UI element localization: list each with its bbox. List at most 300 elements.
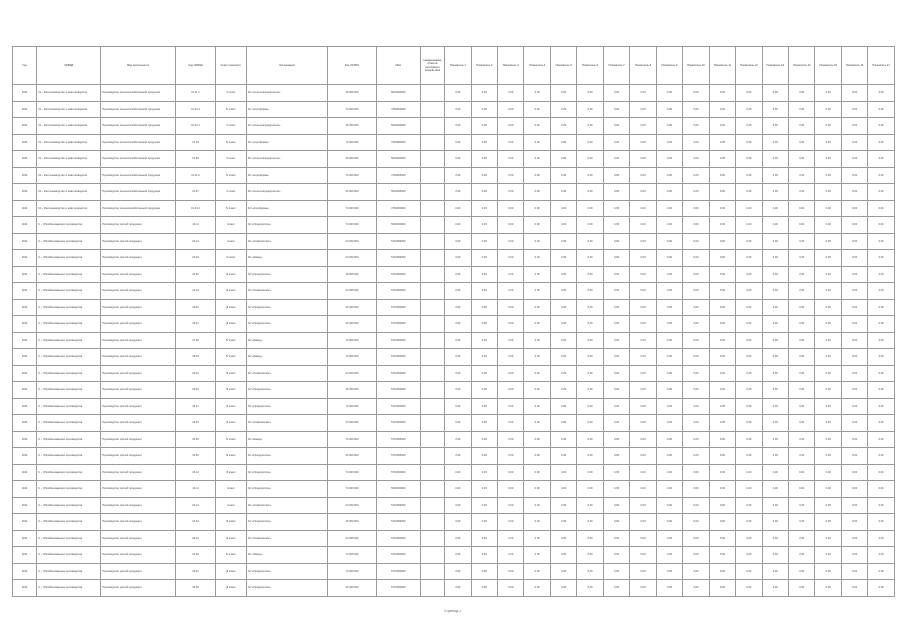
table-cell: 0,00	[577, 547, 603, 564]
table-cell: 0,00	[603, 217, 629, 234]
table-row	[13, 283, 895, 300]
table-cell: 29.10	[176, 365, 216, 382]
table-cell: IV класс	[215, 101, 246, 118]
table-cell: 0,00	[868, 134, 894, 151]
table-cell: 0,00	[736, 283, 762, 300]
table-cell: 0,00	[630, 200, 656, 217]
table-cell: 0,00	[815, 398, 841, 415]
table-cell: 0,00	[709, 481, 735, 498]
table-header	[13, 47, 895, 85]
table-cell: 0,00	[656, 299, 682, 316]
table-cell: 0,00	[471, 151, 497, 168]
table-cell: 5032000000	[376, 151, 420, 168]
table-cell: 0,00	[762, 415, 788, 432]
table-cell: 0,00	[683, 514, 709, 531]
table-cell: 0,00	[683, 217, 709, 234]
table-cell: 01 – Растениеводство и животноводство	[37, 85, 101, 102]
table-cell: 01.11.1	[176, 85, 216, 102]
table-row	[13, 151, 895, 168]
table-cell: 0,00	[445, 151, 471, 168]
table-cell: 0,00	[709, 101, 735, 118]
table-cell: 0,00	[498, 134, 524, 151]
table-cell: 2011	[13, 85, 37, 102]
table-cell: 5710000000	[376, 299, 420, 316]
table-cell: С – Обрабатывающие производства	[37, 563, 101, 580]
table-cell: Производство сельскохозяйственной продукции	[101, 118, 176, 135]
table-cell: 0,00	[841, 398, 867, 415]
table-cell: 0,00	[789, 580, 815, 597]
table-cell: 0,00	[762, 200, 788, 217]
table-cell: I класс	[215, 481, 246, 498]
table-cell: 10.11	[176, 481, 216, 498]
table-cell	[420, 431, 444, 448]
table-cell: 0,00	[471, 101, 497, 118]
table-cell: 0,00	[683, 151, 709, 168]
table-cell: 0,00	[683, 266, 709, 283]
table-cell: 0,00	[868, 563, 894, 580]
table-cell: 0,00	[789, 398, 815, 415]
table-cell: 0,00	[815, 283, 841, 300]
table-cell: 74 000 000	[328, 547, 377, 564]
table-cell: С – Обрабатывающие производства	[37, 431, 101, 448]
table-cell	[420, 382, 444, 399]
table-cell: 0,00	[789, 332, 815, 349]
table-cell: 46 000 000	[328, 266, 377, 283]
table-cell: 2011	[13, 283, 37, 300]
table-cell: 0,00	[868, 365, 894, 382]
table-cell: 0,00	[656, 118, 682, 135]
table-cell: 0,00	[577, 316, 603, 333]
table-row	[13, 233, 895, 250]
table-cell: 46 000 000	[328, 151, 377, 168]
table-cell: 0,00	[630, 118, 656, 135]
table-cell: 0,00	[603, 200, 629, 217]
table-cell: 0,00	[868, 250, 894, 267]
table-cell: 0,00	[603, 266, 629, 283]
table-cell: Производство прочей продукции	[101, 448, 176, 465]
table-cell: 01.50	[176, 151, 216, 168]
column-header: Показатель 14	[789, 47, 815, 85]
column-header: ОКВЭД	[37, 47, 101, 85]
table-cell: 0,00	[736, 250, 762, 267]
table-cell: АО «Предприятие»	[246, 580, 328, 597]
table-cell: 0,00	[445, 167, 471, 184]
table-cell	[420, 250, 444, 267]
table-cell: 0,00	[789, 431, 815, 448]
table-cell: 0,00	[815, 349, 841, 366]
table-cell: 0,00	[762, 101, 788, 118]
table-cell: 0,00	[841, 134, 867, 151]
table-cell: 0,00	[603, 134, 629, 151]
table-cell: 0,00	[550, 547, 576, 564]
table-cell: IV класс	[215, 200, 246, 217]
table-cell: 0,00	[498, 299, 524, 316]
table-row	[13, 101, 895, 118]
table-cell: 0,00	[762, 530, 788, 547]
table-cell: 0,00	[815, 250, 841, 267]
table-cell: 0,00	[445, 547, 471, 564]
table-cell: 0,00	[550, 266, 576, 283]
table-cell: 2011	[13, 134, 37, 151]
table-cell: 0,00	[789, 448, 815, 465]
table-cell: 0,00	[709, 85, 735, 102]
table-cell: 74 000 000	[328, 200, 377, 217]
table-cell: АО «Сельхозпредприятие»	[246, 118, 328, 135]
table-cell	[420, 415, 444, 432]
table-cell: 0,00	[471, 563, 497, 580]
table-cell: 0,00	[471, 382, 497, 399]
table-cell: III класс	[215, 514, 246, 531]
table-cell: 0,00	[445, 365, 471, 382]
table-cell: 5710000000	[376, 266, 420, 283]
table-row	[13, 118, 895, 135]
table-cell: 46 000 000	[328, 316, 377, 333]
table-cell: 0,00	[762, 332, 788, 349]
table-cell: 5710000000	[376, 563, 420, 580]
column-header: Показатель 15	[815, 47, 841, 85]
table-cell: 0,00	[762, 167, 788, 184]
table-cell: 0,00	[656, 448, 682, 465]
table-row	[13, 316, 895, 333]
table-cell: 0,00	[683, 200, 709, 217]
table-cell: 0,00	[841, 530, 867, 547]
table-cell	[420, 365, 444, 382]
table-cell: 0,00	[524, 184, 550, 201]
table-cell: Производство прочей продукции	[101, 250, 176, 267]
table-row	[13, 349, 895, 366]
table-cell: I класс	[215, 233, 246, 250]
table-cell: 0,00	[736, 316, 762, 333]
table-cell: 0,00	[709, 530, 735, 547]
table-cell: 5710000000	[376, 580, 420, 597]
table-cell: 0,00	[577, 431, 603, 448]
table-cell: 2011	[13, 118, 37, 135]
table-cell: 0,00	[868, 184, 894, 201]
table-cell: 0,00	[630, 184, 656, 201]
table-cell: 2011	[13, 184, 37, 201]
table-cell: 0,00	[445, 398, 471, 415]
table-cell: 0,00	[630, 365, 656, 382]
table-cell: 0,00	[577, 464, 603, 481]
table-cell: 74 000 000	[328, 217, 377, 234]
table-cell: 0,00	[841, 365, 867, 382]
table-cell: 0,00	[656, 563, 682, 580]
column-header: Показатель 6	[577, 47, 603, 85]
table-cell: 2011	[13, 431, 37, 448]
table-cell: 0,00	[524, 349, 550, 366]
table-cell: 46 000 000	[328, 118, 377, 135]
table-cell: С – Обрабатывающие производства	[37, 217, 101, 234]
column-header: Класс опасности	[215, 47, 246, 85]
table-cell: С – Обрабатывающие производства	[37, 332, 101, 349]
table-cell: 0,00	[762, 448, 788, 465]
table-cell: 0,00	[524, 415, 550, 432]
table-cell: 0,00	[815, 514, 841, 531]
table-cell: 24 000 000	[328, 530, 377, 547]
table-cell: 7453000000	[376, 101, 420, 118]
table-cell: 0,00	[445, 250, 471, 267]
table-cell: 0,00	[736, 118, 762, 135]
table-cell: 0,00	[789, 530, 815, 547]
table-cell: Производство сельскохозяйственной продукции	[101, 151, 176, 168]
column-header: Показатель 8	[630, 47, 656, 85]
table-cell: 0,00	[498, 316, 524, 333]
table-cell	[420, 448, 444, 465]
table-cell: 0,00	[550, 580, 576, 597]
table-cell: АО «Предприятие»	[246, 563, 328, 580]
table-cell: 5710000000	[376, 316, 420, 333]
table-cell: 0,00	[630, 382, 656, 399]
table-cell: 0,00	[577, 365, 603, 382]
table-cell: 0,00	[445, 448, 471, 465]
table-cell: 0,00	[603, 547, 629, 564]
table-cell: 74 000 000	[328, 349, 377, 366]
table-cell: 0,00	[603, 497, 629, 514]
table-cell: 0,00	[445, 481, 471, 498]
table-cell: II класс	[215, 250, 246, 267]
page-footer: Страница 1	[443, 609, 462, 613]
table-cell: 0,00	[577, 283, 603, 300]
table-cell: 0,00	[762, 382, 788, 399]
table-cell: 0,00	[868, 547, 894, 564]
table-cell: 0,00	[736, 398, 762, 415]
table-cell: 0,00	[524, 200, 550, 217]
table-cell: АО «Агрофирма»	[246, 167, 328, 184]
table-cell: 0,00	[524, 299, 550, 316]
document-sheet	[12, 46, 894, 597]
table-cell: 0,00	[815, 530, 841, 547]
table-cell: I класс	[215, 217, 246, 234]
table-cell: I класс	[215, 497, 246, 514]
table-cell: 74 000 000	[328, 431, 377, 448]
table-cell: 0,00	[736, 382, 762, 399]
column-header: Показатель 17	[868, 47, 894, 85]
table-row	[13, 134, 895, 151]
table-cell: С – Обрабатывающие производства	[37, 316, 101, 333]
table-cell: 0,00	[630, 101, 656, 118]
table-cell: 0,00	[603, 349, 629, 366]
table-cell: Производство сельскохозяйственной продукции	[101, 134, 176, 151]
table-cell: IV класс	[215, 167, 246, 184]
table-cell: 0,00	[471, 184, 497, 201]
table-cell: 0,00	[445, 134, 471, 151]
table-cell: III класс	[215, 464, 246, 481]
table-cell: 0,00	[524, 398, 550, 415]
table-cell: 0,00	[762, 365, 788, 382]
table-cell	[420, 283, 444, 300]
table-cell: Производство прочей продукции	[101, 415, 176, 432]
table-cell: 0,00	[815, 365, 841, 382]
table-cell: 0,00	[471, 431, 497, 448]
table-cell: 2011	[13, 299, 37, 316]
table-cell: 0,00	[709, 118, 735, 135]
table-cell: 0,00	[524, 167, 550, 184]
table-cell: 0,00	[656, 184, 682, 201]
table-cell: АО «Химкомплекс»	[246, 530, 328, 547]
header-row	[13, 47, 895, 85]
table-cell: С – Обрабатывающие производства	[37, 530, 101, 547]
table-cell: С – Обрабатывающие производства	[37, 299, 101, 316]
table-cell: 0,00	[683, 365, 709, 382]
table-cell: 0,00	[471, 497, 497, 514]
table-cell: 5710000000	[376, 415, 420, 432]
table-cell: 30.20	[176, 415, 216, 432]
column-header: Показатель 16	[841, 47, 867, 85]
table-cell: АО «Предприятие»	[246, 481, 328, 498]
table-cell: 0,00	[550, 134, 576, 151]
table-cell: 0,00	[841, 118, 867, 135]
table-cell: 0,00	[550, 250, 576, 267]
table-cell	[420, 134, 444, 151]
table-cell: 0,00	[524, 448, 550, 465]
table-cell: 0,00	[789, 266, 815, 283]
table-cell: 0,00	[498, 118, 524, 135]
table-cell: 0,00	[630, 349, 656, 366]
column-header: ИНН	[376, 47, 420, 85]
table-cell: 01 – Растениеводство и животноводство	[37, 118, 101, 135]
table-cell: 0,00	[709, 316, 735, 333]
table-cell: 0,00	[736, 448, 762, 465]
table-cell: 0,00	[498, 349, 524, 366]
table-cell: 0,00	[762, 563, 788, 580]
table-cell: 2011	[13, 530, 37, 547]
table-cell: 0,00	[789, 481, 815, 498]
table-cell: 0,00	[445, 283, 471, 300]
table-cell: 0,00	[471, 349, 497, 366]
table-cell: 25.11	[176, 316, 216, 333]
table-cell: 0,00	[577, 563, 603, 580]
table-cell: 0,00	[445, 233, 471, 250]
table-cell: 0,00	[656, 464, 682, 481]
table-cell: 0,00	[683, 481, 709, 498]
table-cell: 0,00	[736, 184, 762, 201]
table-cell: 0,00	[789, 283, 815, 300]
table-cell: 0,00	[868, 448, 894, 465]
table-cell: 0,00	[789, 514, 815, 531]
table-cell: 2011	[13, 448, 37, 465]
table-cell	[420, 167, 444, 184]
table-row	[13, 464, 895, 481]
table-cell: 0,00	[736, 497, 762, 514]
table-cell: 74 000 000	[328, 167, 377, 184]
table-cell: 5710000000	[376, 250, 420, 267]
table-cell: 0,00	[445, 514, 471, 531]
table-cell: 24 000 000	[328, 233, 377, 250]
table-cell	[420, 514, 444, 531]
table-cell: 0,00	[471, 250, 497, 267]
table-cell: 0,00	[471, 134, 497, 151]
table-cell: 0,00	[603, 151, 629, 168]
table-cell: 0,00	[709, 514, 735, 531]
table-cell: 0,00	[815, 217, 841, 234]
table-cell: 0,00	[656, 167, 682, 184]
table-cell	[420, 349, 444, 366]
table-cell: 74 000 000	[328, 101, 377, 118]
table-cell: 0,00	[841, 283, 867, 300]
table-cell: 2011	[13, 316, 37, 333]
column-header: Показатель 9	[656, 47, 682, 85]
table-cell: 0,00	[815, 464, 841, 481]
table-cell: 0,00	[736, 266, 762, 283]
table-cell: 0,00	[815, 415, 841, 432]
table-cell: 0,00	[656, 101, 682, 118]
table-cell: 0,00	[709, 547, 735, 564]
table-cell: 0,00	[577, 233, 603, 250]
table-cell: 0,00	[445, 332, 471, 349]
table-cell: 01.13.1	[176, 101, 216, 118]
table-cell: 0,00	[683, 167, 709, 184]
table-cell: 0,00	[498, 151, 524, 168]
table-cell: 2011	[13, 233, 37, 250]
table-cell: III класс	[215, 580, 246, 597]
table-cell: 0,00	[471, 547, 497, 564]
table-cell: 0,00	[471, 580, 497, 597]
table-cell: 33.12	[176, 563, 216, 580]
table-row	[13, 497, 895, 514]
table-cell: 24 000 000	[328, 365, 377, 382]
table-cell: 0,00	[524, 101, 550, 118]
table-cell: 0,00	[471, 217, 497, 234]
table-cell: 0,00	[603, 233, 629, 250]
table-cell: АО «Предприятие»	[246, 316, 328, 333]
table-cell: 0,00	[524, 134, 550, 151]
table-body	[13, 85, 895, 597]
table-cell: 46 000 000	[328, 448, 377, 465]
table-cell: 0,00	[577, 85, 603, 102]
table-cell: 0,00	[656, 481, 682, 498]
table-cell: 0,00	[630, 233, 656, 250]
table-cell: 0,00	[709, 349, 735, 366]
table-cell: 0,00	[498, 580, 524, 597]
table-cell: 0,00	[841, 431, 867, 448]
table-cell: 0,00	[683, 134, 709, 151]
table-cell: 0,00	[762, 464, 788, 481]
table-cell: 0,00	[577, 217, 603, 234]
table-cell: 74 000 000	[328, 398, 377, 415]
table-cell: 0,00	[550, 283, 576, 300]
table-cell: 0,00	[709, 448, 735, 465]
table-cell: 0,00	[471, 530, 497, 547]
table-cell: 0,00	[445, 266, 471, 283]
table-cell: 0,00	[550, 167, 576, 184]
table-cell: АО «Предприятие»	[246, 514, 328, 531]
table-cell: 01.41.1	[176, 118, 216, 135]
table-cell: 2011	[13, 497, 37, 514]
table-cell: 0,00	[656, 85, 682, 102]
table-cell: Производство прочей продукции	[101, 332, 176, 349]
table-cell: 0,00	[524, 332, 550, 349]
table-cell: 0,00	[789, 547, 815, 564]
table-cell: 0,00	[683, 101, 709, 118]
table-cell: 5710000000	[376, 283, 420, 300]
table-cell: 0,00	[577, 530, 603, 547]
table-cell: 27.90	[176, 332, 216, 349]
table-cell: 0,00	[630, 431, 656, 448]
table-cell: 0,00	[630, 283, 656, 300]
table-row	[13, 514, 895, 531]
table-cell: 0,00	[762, 481, 788, 498]
table-row	[13, 250, 895, 267]
table-cell: 0,00	[603, 514, 629, 531]
table-cell: 0,00	[550, 563, 576, 580]
table-cell: 0,00	[736, 580, 762, 597]
table-cell: 24 000 000	[328, 283, 377, 300]
table-cell: III класс	[215, 563, 246, 580]
table-cell: 0,00	[524, 481, 550, 498]
table-row	[13, 563, 895, 580]
table-cell: IV класс	[215, 431, 246, 448]
table-cell: V класс	[215, 184, 246, 201]
